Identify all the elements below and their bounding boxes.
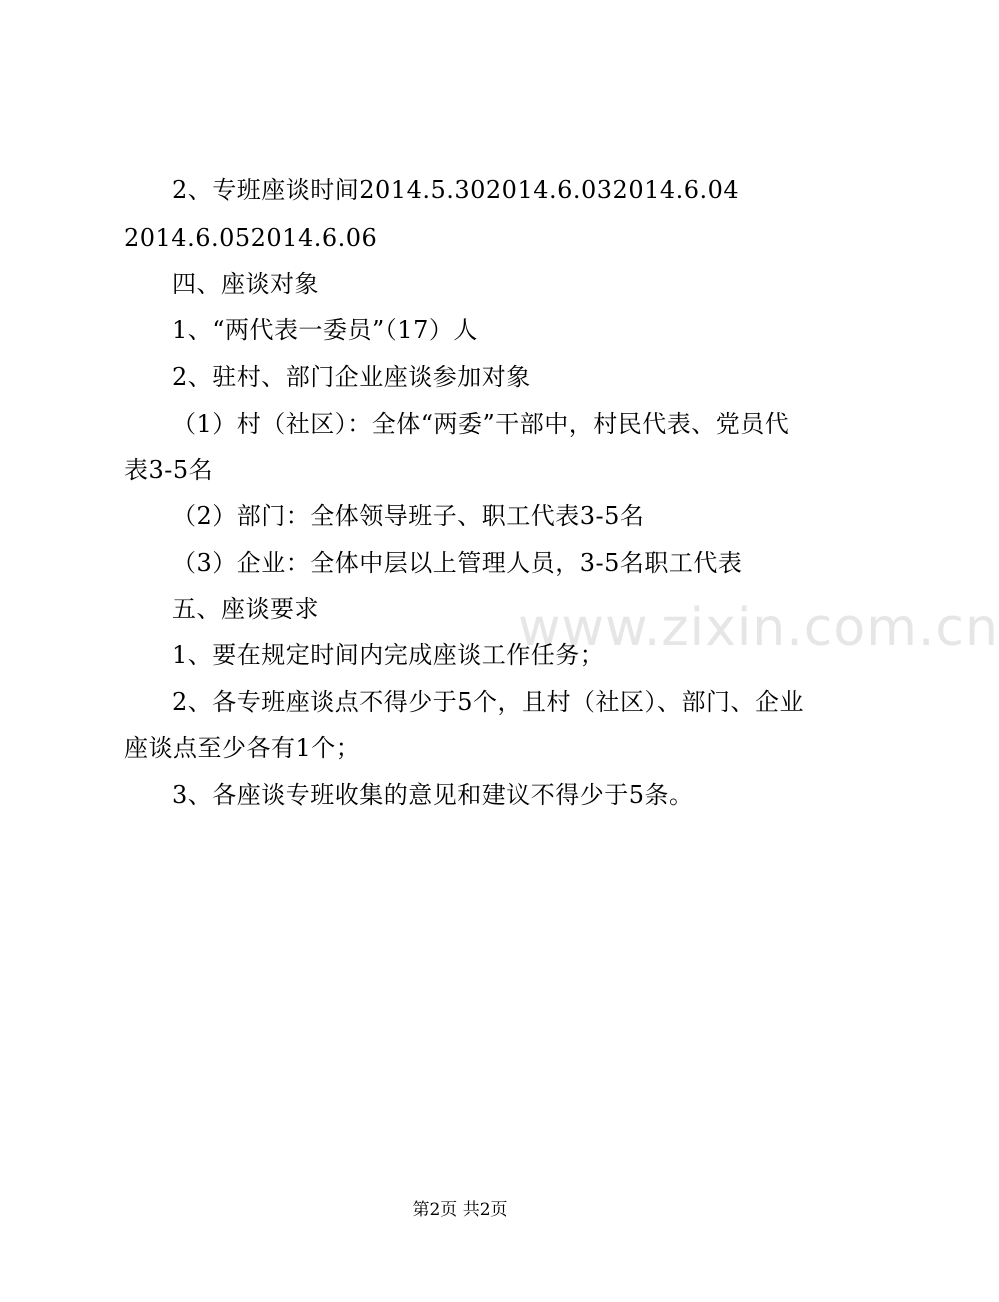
paragraph-village-participants-cont: 表3-5名 — [124, 456, 214, 484]
paragraph-enterprise-participants: （3）企业：全体中层以上管理人员，3-5名职工代表 — [172, 549, 743, 577]
page-footer: 第2页 共2页 — [412, 1200, 508, 1220]
list-item-requirement-3: 3、各座谈专班收集的意见和建议不得少于5条。 — [172, 781, 694, 809]
list-item-participants: 2、驻村、部门企业座谈参加对象 — [172, 363, 531, 391]
list-item-representatives: 1、“两代表一委员”（17）人 — [172, 316, 478, 344]
list-item-requirement-1: 1、要在规定时间内完成座谈工作任务； — [172, 641, 605, 669]
list-item-requirement-2: 2、各专班座谈点不得少于5个，且村（社区）、部门、企业 — [172, 688, 805, 716]
section-heading-requirements: 五、座谈要求 — [172, 595, 319, 623]
paragraph-schedule-time: 2、专班座谈时间2014.5.302014.6.032014.6.04 — [172, 176, 740, 204]
section-heading-participants: 四、座谈对象 — [172, 270, 319, 298]
watermark: www.zixin.com.cn — [518, 598, 999, 658]
paragraph-village-participants: （1）村（社区）：全体“两委”干部中，村民代表、党员代 — [172, 410, 790, 438]
paragraph-department-participants: （2）部门：全体领导班子、职工代表3-5名 — [172, 502, 645, 530]
list-item-requirement-2-cont: 座谈点至少各有1个； — [124, 734, 361, 762]
paragraph-schedule-time-cont: 2014.6.052014.6.06 — [124, 224, 378, 252]
